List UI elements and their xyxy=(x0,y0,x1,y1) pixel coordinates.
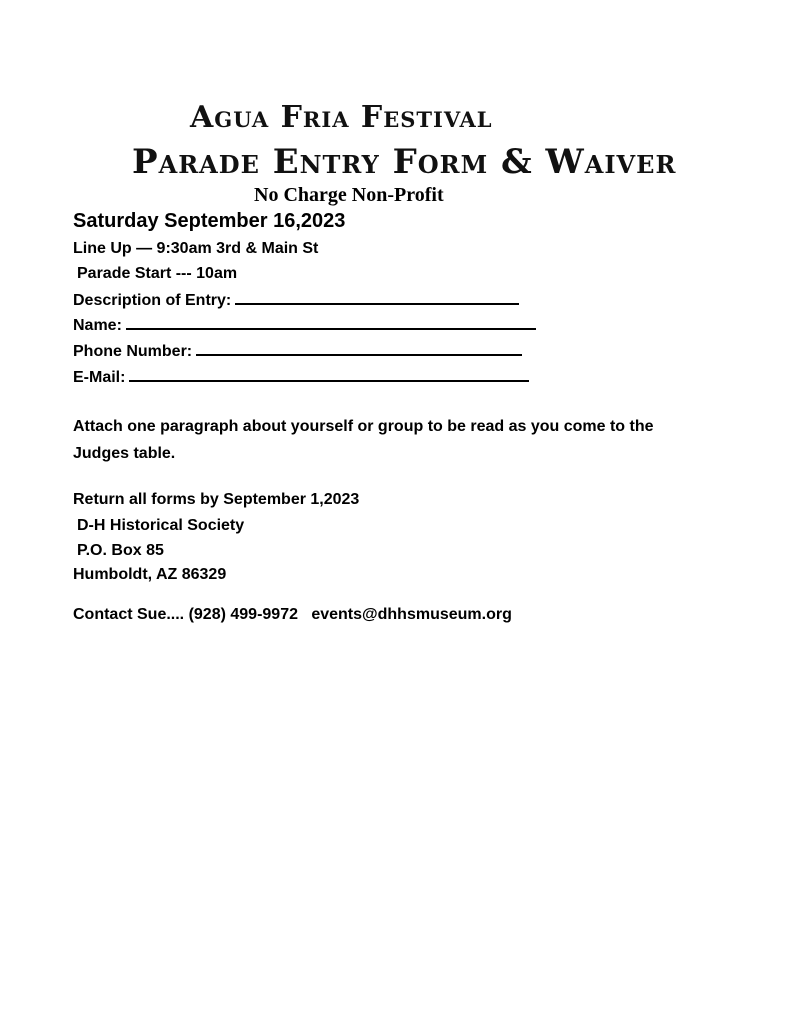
title-line-2: Parade Entry Form & Waiver xyxy=(132,142,677,182)
po-box: P.O. Box 85 xyxy=(77,542,164,559)
return-deadline: Return all forms by September 1,2023 xyxy=(73,491,360,508)
title-line-1: Agua Fria Festival xyxy=(190,100,493,135)
name-field xyxy=(73,314,536,336)
email-field xyxy=(73,366,529,388)
contact-info: Contact Sue.... (928) 499-9972 events@dhhsmuseum.org xyxy=(73,606,512,623)
description-field xyxy=(73,289,519,311)
phone-blank[interactable] xyxy=(196,340,522,356)
parade-start-info: Parade Start --- 10am xyxy=(77,265,238,282)
phone-field xyxy=(73,340,522,362)
email-label: E-Mail: xyxy=(73,369,126,386)
city-address: Humboldt, AZ 86329 xyxy=(73,566,227,583)
description-blank[interactable] xyxy=(235,289,519,305)
subtitle: No Charge Non-Profit xyxy=(254,184,444,206)
name-label: Name: xyxy=(73,317,122,334)
email-blank[interactable] xyxy=(129,366,529,382)
name-blank[interactable] xyxy=(126,314,536,330)
event-date: Saturday September 16,2023 xyxy=(73,210,346,232)
lineup-info: Line Up — 9:30am 3rd & Main St xyxy=(73,240,319,257)
description-label: Description of Entry: xyxy=(73,292,232,309)
instructions-paragraph: Attach one paragraph about yourself or group to be read as you come to the Judges table. xyxy=(73,418,654,462)
organization-name: D-H Historical Society xyxy=(77,517,245,534)
phone-label: Phone Number: xyxy=(73,343,193,360)
